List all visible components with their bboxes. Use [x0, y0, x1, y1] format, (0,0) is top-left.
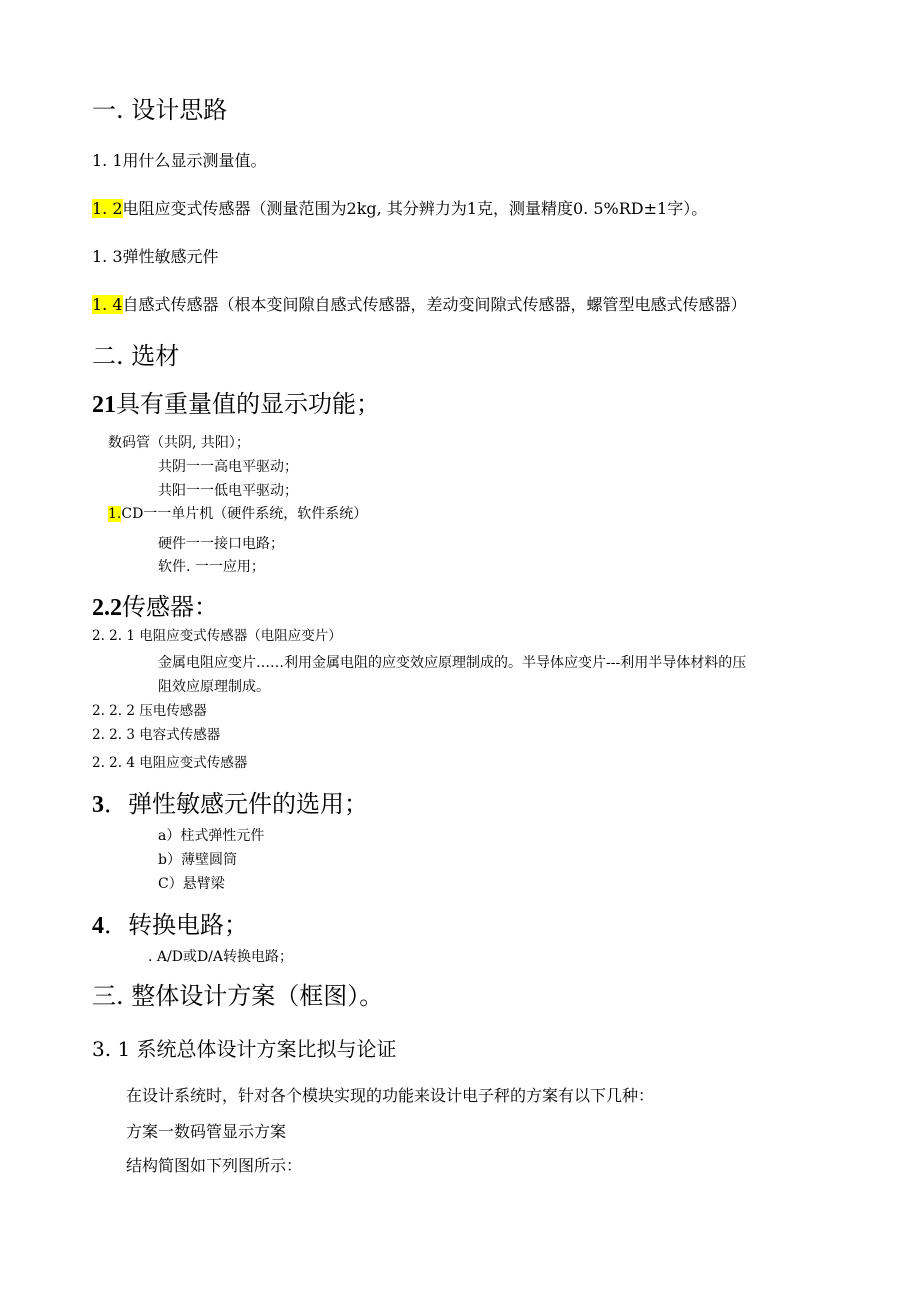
highlight-marker: 1. 4 — [92, 295, 123, 314]
paragraph-intro: 在设计系统时，针对各个模块实现的功能来设计电子秤的方案有以下几种： — [126, 1086, 655, 1105]
item-2-2-4: 2. 2. 4 电阻应变式传感器 — [92, 755, 248, 771]
item-1-2 — [92, 201, 707, 217]
hardware-line: 硬件一一接口电路； — [158, 536, 284, 552]
software-line: 软件. 一一应用； — [158, 559, 265, 575]
lcd-text: CD一一单片机（硬件系统，软件系统） — [121, 506, 368, 522]
item-1-3: 1. 3弹性敏感元件 — [92, 247, 219, 266]
paragraph-scheme-1: 方案一数码管显示方案 — [126, 1122, 287, 1141]
item-1-4-text: 自感式传感器（根本变间隙自感式传感器，差动变间隙式传感器，螺管型电感式传感器） — [122, 295, 747, 314]
common-cathode-line: 共阴一一高电平驱动； — [158, 459, 298, 475]
item-2-2-1-desc-line2: 阻效应原理制成。 — [158, 679, 270, 695]
subsection-2-1-heading — [92, 392, 380, 417]
highlight-marker: 1. — [108, 506, 122, 522]
subsection-title: ．转换电路； — [104, 911, 248, 939]
subsection-number: 3 — [92, 792, 104, 818]
subsection-number: 21 — [92, 392, 116, 418]
subsection-number: 4 — [92, 913, 104, 939]
item-1-4 — [92, 297, 747, 313]
section-3-heading: 三. 整体设计方案（框图）。 — [92, 982, 384, 1010]
item-2-2-1-desc-line1: 金属电阻应变片……利用金属电阻的应变效应原理制成的。半导体应变片---利用半导体材料的压 — [158, 655, 747, 671]
subsection-2-2-heading — [92, 595, 218, 620]
seg-display-line: 数码管（共阴, 共阳）； — [108, 435, 250, 451]
item-1-2-text: 电阻应变式传感器（测量范围为2kg, 其分辨力为1克，测量精度0. 5%RD±1字）。 — [122, 199, 708, 218]
common-anode-line: 共阳一一低电平驱动； — [158, 483, 298, 499]
item-3-c: C）悬臂梁 — [158, 876, 225, 892]
subsection-3-1-heading: 3. 1 系统总体设计方案比拟与论证 — [92, 1037, 397, 1061]
highlight-marker: 1. 2 — [92, 199, 123, 218]
item-2-2-3: 2. 2. 3 电容式传感器 — [92, 727, 221, 743]
subsection-title: 传感器： — [122, 593, 218, 621]
subsection-4-heading — [92, 913, 248, 938]
item-2-2-1: 2. 2. 1 电阻应变式传感器（电阻应变片） — [92, 628, 342, 644]
paragraph-structure: 结构简图如下列图所示： — [126, 1156, 303, 1175]
item-4-ad: . A/D或D/A转换电路； — [148, 949, 294, 965]
subsection-title: 具有重量值的显示功能； — [116, 390, 380, 418]
subsection-title: ．弹性敏感元件的选用； — [104, 790, 368, 818]
subsection-3-heading — [92, 792, 368, 817]
item-3-b: b）薄壁圆筒 — [158, 852, 237, 868]
section-1-heading: 一. 设计思路 — [92, 96, 228, 124]
subsection-number: 2.2 — [92, 595, 122, 621]
item-3-a: a）柱式弹性元件 — [158, 828, 265, 844]
section-2-heading: 二. 选材 — [92, 342, 180, 370]
lcd-line — [108, 507, 367, 521]
item-2-2-2: 2. 2. 2 压电传感器 — [92, 703, 207, 719]
item-1-1: 1. 1用什么显示测量值。 — [92, 151, 267, 170]
